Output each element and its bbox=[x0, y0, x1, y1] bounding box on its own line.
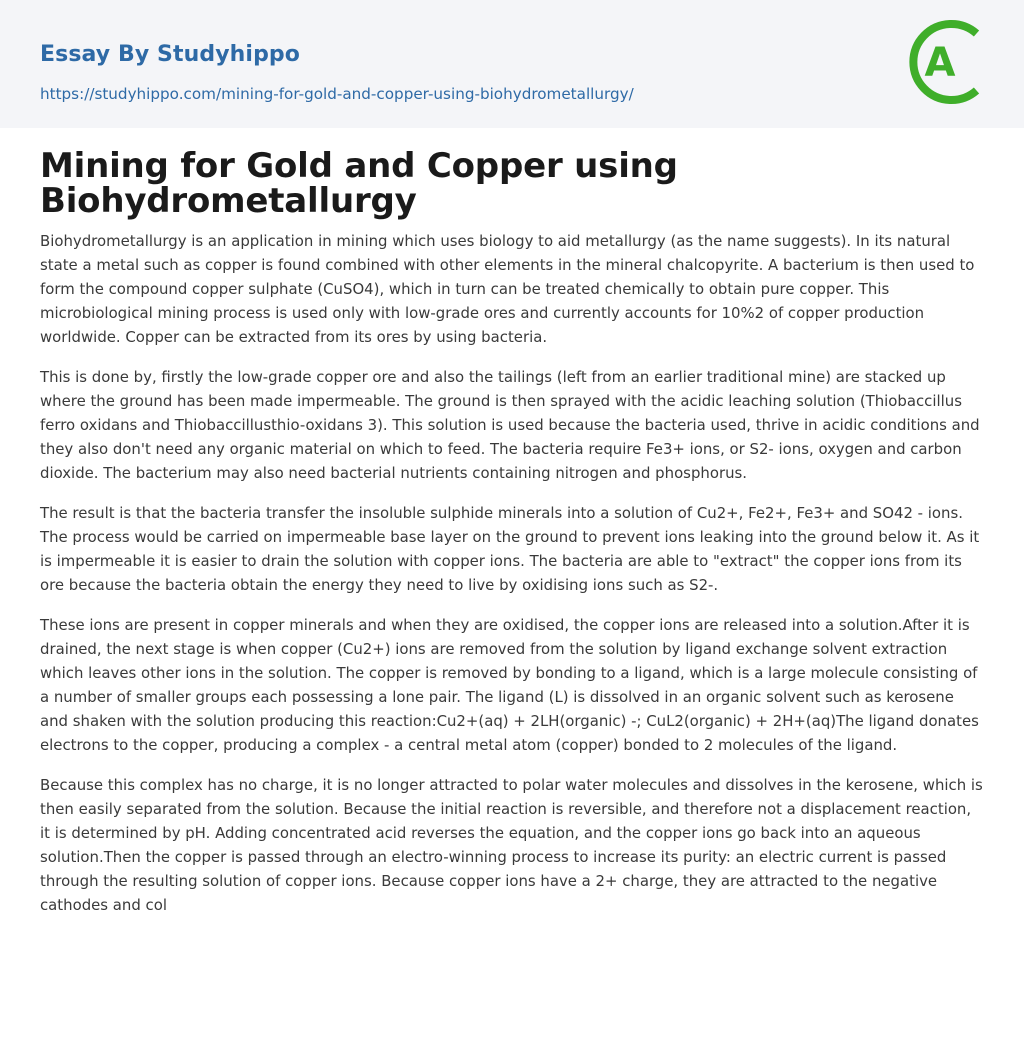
paragraph: These ions are present in copper minerals and when they are oxidised, the copper ions are released into a solution.After it is drained, the next stage is when copper (Cu2+) ions are removed from the solution by ligand exchange solvent extraction which leaves other ions in the solution. The copper is removed by bonding to a ligand, which is a large molecule consisting of a number of smaller groups each possessing a lone pair. The ligand (L) is dissolved in an organic solvent such as kerosene and shaken with the solution producing this reaction:Cu2+(aq) + 2LH(organic) -; CuL2(organic) + 2H+(aq)The ligand donates electrons to the copper, producing a complex - a central metal atom (copper) bonded to 2 molecules of the ligand. bbox=[40, 616, 979, 754]
logo-letter: A bbox=[924, 40, 956, 86]
page-title: Mining for Gold and Copper using Biohydrometallurgy bbox=[40, 146, 678, 221]
article-url-link[interactable]: https://studyhippo.com/mining-for-gold-and-copper-using-biohydrometallurgy/ bbox=[40, 85, 634, 103]
site-brand[interactable]: Essay By Studyhippo bbox=[40, 42, 300, 67]
paragraph: The result is that the bacteria transfer the insoluble sulphide minerals into a solution of Cu2+, Fe2+, Fe3+ and SO42 - ions. The process would be carried on impermeable base layer on the ground to prevent ions leaking into the ground below it. As it is impermeable it is easier to drain the solution with copper ions. The bacteria are able to "extract" the copper ions from its ore because the bacteria obtain the energy they need to live by oxidising ions such as S2-. bbox=[40, 504, 980, 594]
page-header bbox=[0, 0, 1024, 128]
paragraph: Biohydrometallurgy is an application in mining which uses biology to aid metallurgy (as the name suggests). In its natural state a metal such as copper is found combined with other elements in the mineral chalcopyrite. A bacterium is then used to form the compound copper sulphate (CuSO4), which in turn can be treated chemically to obtain pure copper. This microbiological mining process is used only with low-grade ores and currently accounts for 10%2 of copper production worldwide. Copper can be extracted from its ores by using bacteria. bbox=[40, 232, 975, 346]
paragraph: This is done by, firstly the low-grade copper ore and also the tailings (left from an earlier traditional mine) are stacked up where the ground has been made impermeable. The ground is then sprayed with the acidic leaching solution (Thiobaccillus ferro oxidans and Thiobaccillusthio-oxidans 3). This solution is used because the bacteria used, thrive in acidic conditions and they also don't need any organic material on which to feed. The bacteria require Fe3+ ions, or S2- ions, oxygen and carbon dioxide. The bacterium may also need bacterial nutrients containing nitrogen and phosphorus. bbox=[40, 368, 980, 482]
letter-a-circle-icon[interactable] bbox=[904, 14, 994, 110]
article-body bbox=[40, 229, 984, 933]
paragraph: Because this complex has no charge, it is no longer attracted to polar water molecules and dissolves in the kerosene, which is then easily separated from the solution. Because the initial reaction is reversible, and therefore not a displacement reaction, it is determined by pH. Adding concentrated acid reverses the equation, and the copper ions go back into an aqueous solution.Then the copper is passed through an electro-winning process to increase its purity: an electric current is passed through the resulting solution of copper ions. Because copper ions have a 2+ charge, they are attracted to the negative cathodes and col bbox=[40, 776, 983, 914]
